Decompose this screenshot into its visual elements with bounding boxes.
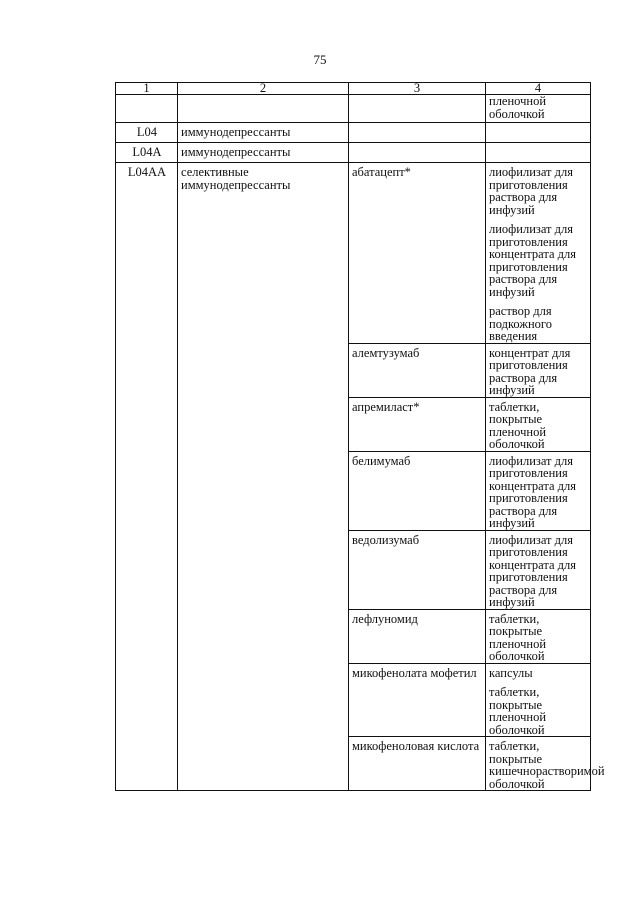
drug-name: лефлуномид [349,609,486,663]
dosage-forms [486,530,591,609]
dosage-forms [486,663,591,737]
page-number: 75 [313,52,327,67]
atc-group-name: иммунодепрессанты [178,123,349,143]
dosage-form: раствор для подкожного введения [489,304,552,343]
header-col-2: 2 [178,83,349,95]
dosage-form: концентрат для приготовления раствора для инфузий [489,345,571,397]
dosage-forms [486,451,591,530]
header-col-1: 1 [116,83,178,95]
dosage-form: капсулы [489,665,533,680]
dosage-forms [486,609,591,663]
drug-name: микофенолата мофетил [349,663,486,737]
header-row [116,83,591,95]
group-row-l04 [116,123,591,143]
header-col-3: 3 [349,83,486,95]
atc-group-name: иммунодепрессанты [178,143,349,163]
header-col-4: 4 [486,83,591,95]
dosage-forms [486,737,605,791]
drug-name: ведолизумаб [349,530,486,609]
dosage-forms [486,163,591,344]
drug-table [115,81,605,791]
drug-name: абатацепт* [349,163,486,344]
drug-name: белимумаб [349,451,486,530]
dosage-form: лиофилизат для приготовления раствора для инфузий [489,165,573,217]
dosage-form: таблетки, покрытые пленочной оболочкой [489,399,547,451]
dosage-form: лиофилизат для приготовления концентрата для приготовления раствора для инфузий [489,222,577,299]
atc-group-name: селективные иммунодепрессанты [178,163,349,791]
group-row-l04a [116,143,591,163]
drug-name: апремиласт* [349,397,486,451]
dosage-form: таблетки, покрытые пленочной оболочкой [489,685,547,737]
dosage-forms [486,343,591,397]
dosage-form: таблетки, покрытые кишечнорастворимой оболочкой [489,739,605,791]
atc-code: L04 [116,123,178,143]
atc-code: L04AA [116,163,178,791]
continuation-form: пленочной оболочкой [486,95,591,123]
dosage-form: лиофилизат для приготовления концентрата для приготовления раствора для инфузий [489,532,577,609]
atc-code: L04A [116,143,178,163]
dosage-form: лиофилизат для приготовления концентрата для приготовления раствора для инфузий [489,453,577,530]
drug-name: алемтузумаб [349,343,486,397]
dosage-form: таблетки, покрытые пленочной оболочкой [489,611,547,663]
dosage-forms [486,397,591,451]
drug-name: микофеноловая кислота [349,737,486,791]
continuation-row [116,95,591,123]
drug-row-abatacept [116,163,591,344]
